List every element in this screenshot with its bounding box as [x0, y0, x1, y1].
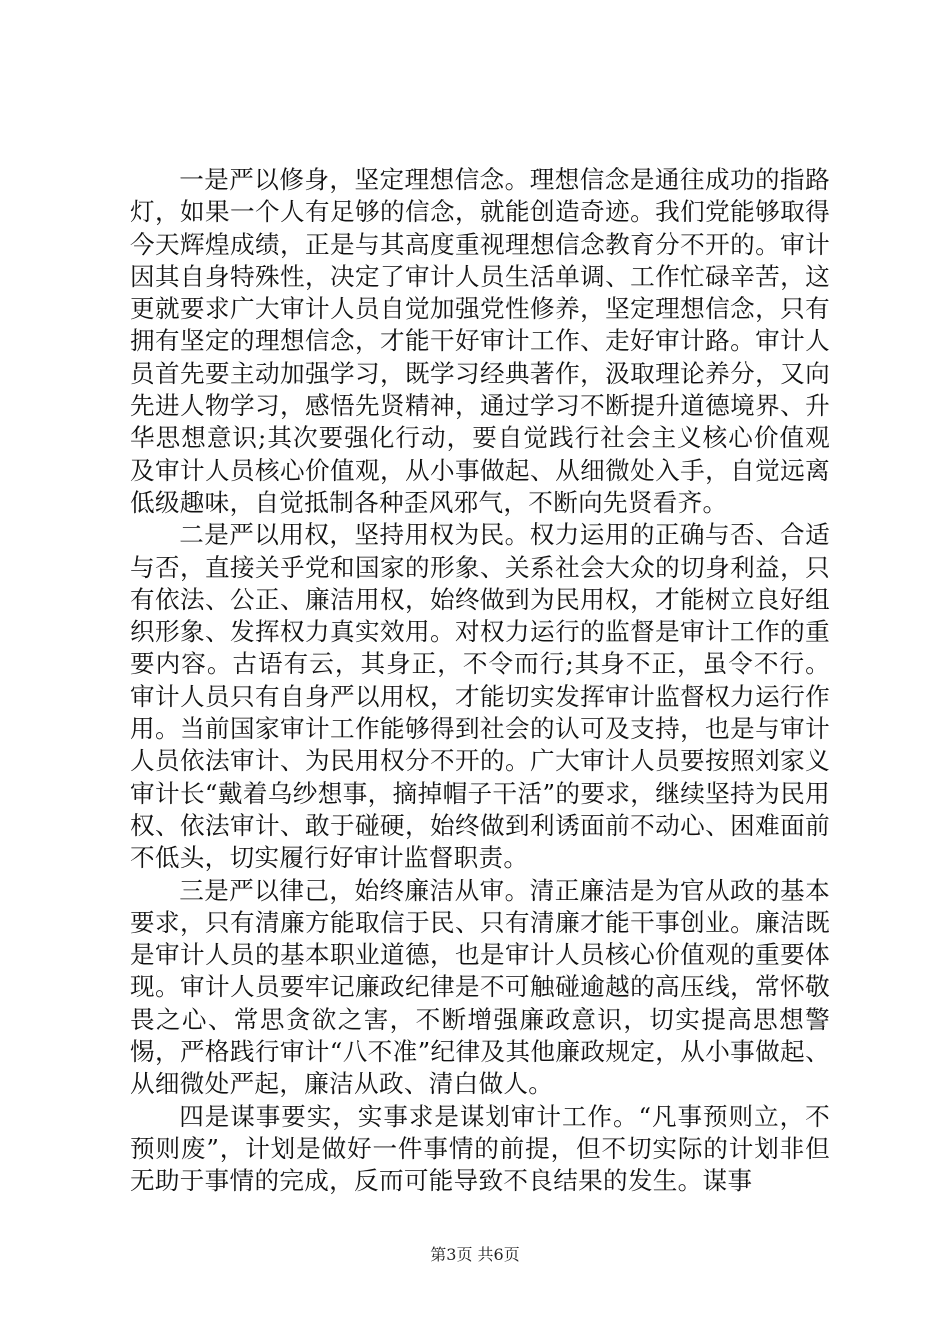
document-body	[130, 164, 830, 1198]
page-number-footer: 第3页 共6页	[430, 1245, 520, 1264]
paragraph-1: 一是严以修身，坚定理想信念。理想信念是通往成功的指路灯，如果一个人有足够的信念，就能创造奇迹。我们党能够取得今天辉煌成绩，正是与其高度重视理想信念教育分不开的。审计因其自身特殊性，决定了审计人员生活单调、工作忙碌辛苦，这更就要求广大审计人员自觉加强党性修养，坚定理想信念，只有拥有坚定的理想信念，才能干好审计工作、走好审计路。审计人员首先要主动加强学习，既学习经典著作，汲取理论养分，又向先进人物学习，感悟先贤精神，通过学习不断提升道德境界、升华思想意识;其次要强化行动，要自觉践行社会主义核心价值观及审计人员核心价值观，从小事做起、从细微处入手，自觉远离低级趣味，自觉抵制各种歪风邪气，不断向先贤看齐。	[130, 165, 830, 517]
paragraph-4: 四是谋事要实，实事求是谋划审计工作。“凡事预则立，不预则废”，计划是做好一件事情的前提，但不切实际的计划非但无助于事情的完成，反而可能导致不良结果的发生。谋事	[130, 1101, 830, 1196]
paragraph-3: 三是严以律己，始终廉洁从审。清正廉洁是为官从政的基本要求，只有清廉方能取信于民、只有清廉才能干事创业。廉洁既是审计人员的基本职业道德，也是审计人员核心价值观的重要体现。审计人员要牢记廉政纪律是不可触碰逾越的高压线，常怀敬畏之心、常思贪欲之害，不断增强廉政意识，切实提高思想警惕，严格践行审计“八不准”纪律及其他廉政规定，从小事做起、从细微处严起，廉洁从政、清白做人。	[130, 875, 830, 1099]
paragraph-2: 二是严以用权，坚持用权为民。权力运用的正确与否、合适与否，直接关乎党和国家的形象、关系社会大众的切身利益，只有依法、公正、廉洁用权，始终做到为民用权，才能树立良好组织形象、发挥权力真实效用。对权力运行的监督是审计工作的重要内容。古语有云，其身正，不令而行;其身不正，虽令不行。审计人员只有自身严以用权，才能切实发挥审计监督权力运行作用。当前国家审计工作能够得到社会的认可及支持，也是与审计人员依法审计、为民用权分不开的。广大审计人员要按照刘家义审计长“戴着乌纱想事，摘掉帽子干活”的要求，继续坚持为民用权、依法审计、敢于碰硬，始终做到利诱面前不动心、困难面前不低头，切实履行好审计监督职责。	[130, 520, 830, 873]
